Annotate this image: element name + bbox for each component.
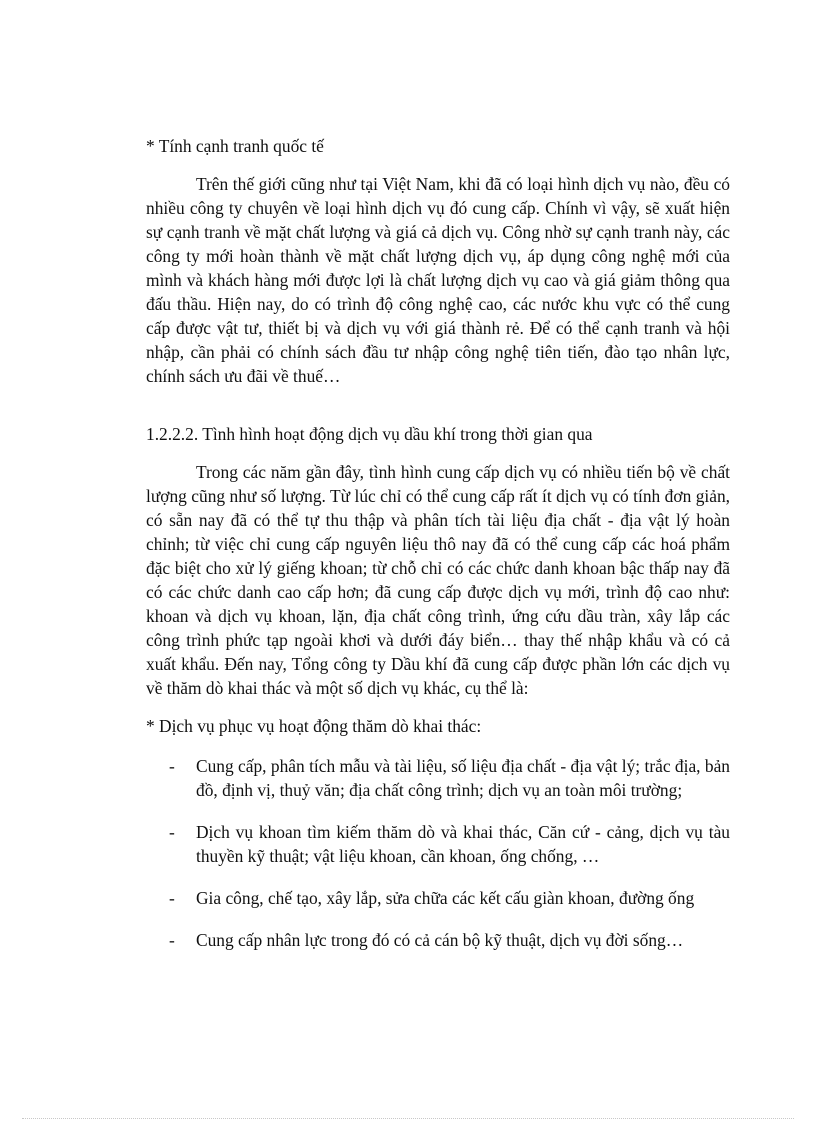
section-heading-service-status: 1.2.2.2. Tình hình hoạt động dịch vụ dầu khí trong thời gian qua (146, 424, 593, 444)
list-bullet: - (169, 822, 175, 842)
paragraph-international-competition: Trên thế giới cũng như tại Việt Nam, khi đã có loại hình dịch vụ nào, đều có nhiều công ty chuyên về loại hình dịch vụ đó cung cấp. Chính vì vậy, sẽ xuất hiện sự cạnh tranh về mặt chất lượng và giá cả dịch vụ. Công nhờ sự cạnh tranh này, các công ty mới hoàn thành về mặt chất lượng dịch vụ, áp dụng công nghệ mới của mình và khách hàng mới được lợi là chất lượng dịch vụ cao và giá giảm thông qua đấu thầu. Hiện nay, do có trình độ công nghệ cao, các nước khu vực có thể cung cấp được vật tư, thiết bị và dịch vụ với giá thành rẻ. Để có thể cạnh tranh và hội nhập, cần phải có chính sách đầu tư nhập công nghệ tiên tiến, đào tạo nhân lực, chính sách ưu đãi về thuế… (146, 174, 730, 386)
list-item-text: Dịch vụ khoan tìm kiếm thăm dò và khai thác, Căn cứ - cảng, dịch vụ tàu thuyền kỹ thuật; vật liệu khoan, cần khoan, ống chống, … (196, 822, 730, 866)
list-item-text: Cung cấp, phân tích mẫu và tài liệu, số liệu địa chất - địa vật lý; trắc địa, bản đồ, định vị, thuỷ văn; địa chất công trình; dịch vụ an toàn môi trường; (196, 756, 730, 800)
list-item (146, 928, 730, 952)
list-item-text: Gia công, chế tạo, xây lắp, sửa chữa các kết cấu giàn khoan, đường ống (196, 888, 695, 908)
list-item (146, 754, 730, 802)
paragraph-service-status: Trong các năm gần đây, tình hình cung cấp dịch vụ có nhiều tiến bộ về chất lượng cũng như số lượng. Từ lúc chỉ có thể cung cấp rất ít dịch vụ có tính đơn giản, có sẵn nay đã có thể tự thu thập và phân tích tài liệu địa chất - địa vật lý hoàn chỉnh; từ việc chỉ cung cấp nguyên liệu thô nay đã có thể cung cấp các hoá phẩm đặc biệt cho xử lý giếng khoan; từ chỗ chỉ có các chức danh khoan bậc thấp nay đã có các chức danh cao cấp hơn; đã cung cấp được dịch vụ mới, trình độ cao như: khoan và dịch vụ khoan, lặn, địa chất công trình, ứng cứu dầu tràn, xây lắp các công trình phức tạp ngoài khơi và dưới đáy biển… thay thế nhập khẩu và có cả xuất khẩu. Đến nay, Tổng công ty Dầu khí đã cung cấp được phần lớn các dịch vụ về thăm dò khai thác và một số dịch vụ khác, cụ thể là: (146, 462, 730, 698)
list-item (146, 820, 730, 868)
page-bottom-divider (22, 1118, 794, 1119)
section-heading-international-competition: * Tính cạnh tranh quốc tế (146, 136, 324, 156)
document-body (146, 134, 730, 970)
list-item (146, 886, 730, 910)
list-bullet: - (169, 888, 175, 908)
list-bullet: - (169, 756, 175, 776)
list-item-text: Cung cấp nhân lực trong đó có cả cán bộ kỹ thuật, dịch vụ đời sống… (196, 930, 684, 950)
spacer (146, 700, 730, 714)
spacer (146, 388, 730, 422)
list-bullet: - (169, 930, 175, 950)
section-heading-exploration-services: * Dịch vụ phục vụ hoạt động thăm dò khai thác: (146, 716, 482, 736)
exploration-services-list (146, 754, 730, 952)
